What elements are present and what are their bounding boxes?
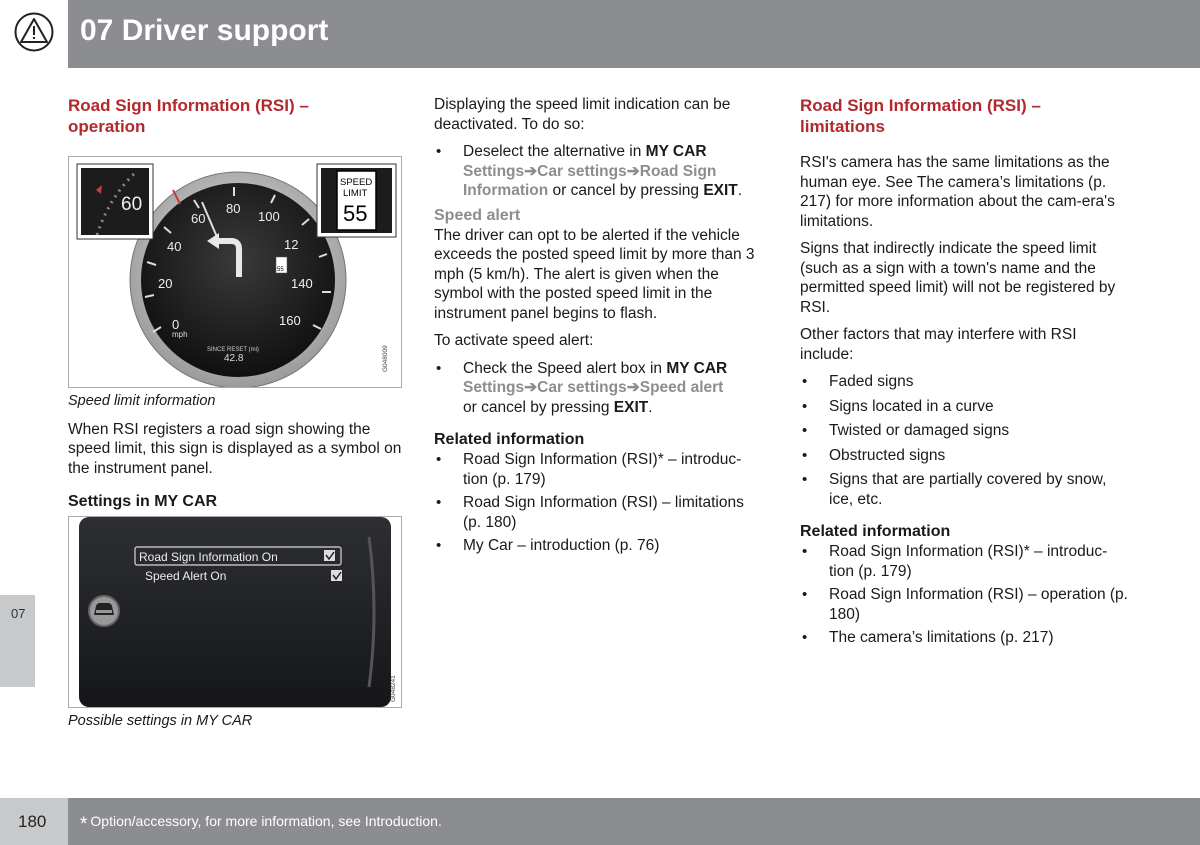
zoom-speed-value: 60 [121,194,143,215]
gauge-label: 80 [226,201,241,216]
chapter-header [68,0,1200,68]
related-list [434,450,764,556]
related-heading: Related information [434,431,585,448]
page-number: 180 [18,812,47,831]
menu-item-rsi: Road Sign Information On [139,550,278,564]
bullet-list [434,142,764,201]
footnote: * Option/accessory, for more information, see Introduction. [80,813,442,835]
gauge-label: 40 [167,239,182,254]
gauge-label: 20 [158,276,173,291]
gauge-label: 60 [191,211,206,226]
paragraph: To activate speed alert: [434,332,594,349]
my-car-menu-illustration [69,517,401,707]
figure-caption: Speed limit information [68,393,216,409]
speed-sign-value: 55 [343,201,368,226]
bullet-list [434,359,764,418]
list-item: • Signs that are partially covered by snow, ice, etc. [800,470,1130,509]
column-operation [68,95,403,732]
paragraph: Displaying the speed limit indication can be deactivated. To do so: [434,96,731,133]
list-item: • Obstructed signs [800,446,1130,466]
chapter-icon-box [0,0,68,68]
list-item: • Check the Speed alert box in MY CAR Settings➔Car settings➔Speed alert or cancel by pressing EXIT. [434,359,764,418]
paragraph: When RSI registers a road sign showing the speed limit, this sign is displayed as a symbol on the instrument panel. [68,420,402,477]
gauge-label: 12 [284,237,299,252]
my-car-settings-figure [68,516,402,708]
gauge-label: 140 [291,276,313,291]
side-tab-label: 07 [11,606,26,621]
related-list [800,542,1130,648]
column-limitations [800,95,1130,648]
related-link[interactable]: • Road Sign Information (RSI)* – introduc-tion (p. 179) [800,542,1130,581]
related-heading: Related information [800,523,951,540]
speed-sign-line1: SPEED [340,177,373,188]
section-heading-limitations: Road Sign Information (RSI) – limitations [800,96,1041,136]
gauge-unit: mph [172,330,188,339]
warning-triangle-icon [14,12,54,52]
column-deactivate [434,95,764,556]
page-number-box [0,798,68,845]
paragraph: RSI's camera has the same limitations as the human eye. See The camera’s limitations (p. 217) for more information about the cam-era's limitations. [800,154,1115,230]
speed-limit-figure [68,156,402,388]
related-link[interactable]: • Road Sign Information (RSI)* – introduc-tion (p. 179) [434,450,764,489]
chapter-side-tab [0,595,35,687]
figure-caption: Possible settings in MY CAR [68,713,253,729]
figure-code: G048009 [382,345,389,372]
speed-sign-line2: LIMIT [343,188,368,199]
gauge-label: 100 [258,209,280,224]
small-sign-value: 55 [277,267,284,273]
gauge-label: 160 [279,313,301,328]
list-item: • Twisted or damaged signs [800,421,1130,441]
related-link[interactable]: • Road Sign Information (RSI) – operation (p. 180) [800,585,1130,624]
related-link[interactable]: • The camera’s limitations (p. 217) [800,628,1130,648]
footer-bar [68,798,1200,845]
instrument-cluster-illustration [69,157,401,387]
list-item: • Deselect the alternative in MY CAR Settings➔Car settings➔Road Sign Information or cancel by pressing EXIT. [434,142,764,201]
paragraph: Other factors that may interfere with RSI include: [800,326,1077,363]
figure-code: G048241 [390,675,397,702]
list-item: • Signs located in a curve [800,397,1130,417]
chapter-title: 07 Driver support [80,14,329,47]
paragraph: Signs that indirectly indicate the speed limit (such as a sign with a town's name and the permitted speed limit) will not be registered by RSI. [800,240,1116,316]
related-link[interactable]: • My Car – introduction (p. 76) [434,536,764,556]
factors-list [800,372,1130,509]
odometer-value: 42.8 [224,353,244,364]
list-item: • Faded signs [800,372,1130,392]
section-heading-operation: Road Sign Information (RSI) – operation [68,96,309,136]
paragraph: The driver can opt to be alerted if the vehicle exceeds the posted speed limit by more than 3 mph (5 km/h). The alert is given when the symbol with the posted speed limit in the instrument panel begins to flash. [434,226,755,322]
settings-heading: Settings in MY CAR [68,493,218,510]
since-reset-label: SINCE RESET (mi) [207,347,259,353]
speed-alert-heading: Speed alert [434,206,521,224]
menu-item-speed-alert: Speed Alert On [145,569,227,583]
related-link[interactable]: • Road Sign Information (RSI) – limitations (p. 180) [434,493,764,532]
gauge-label: 0 [172,317,180,332]
